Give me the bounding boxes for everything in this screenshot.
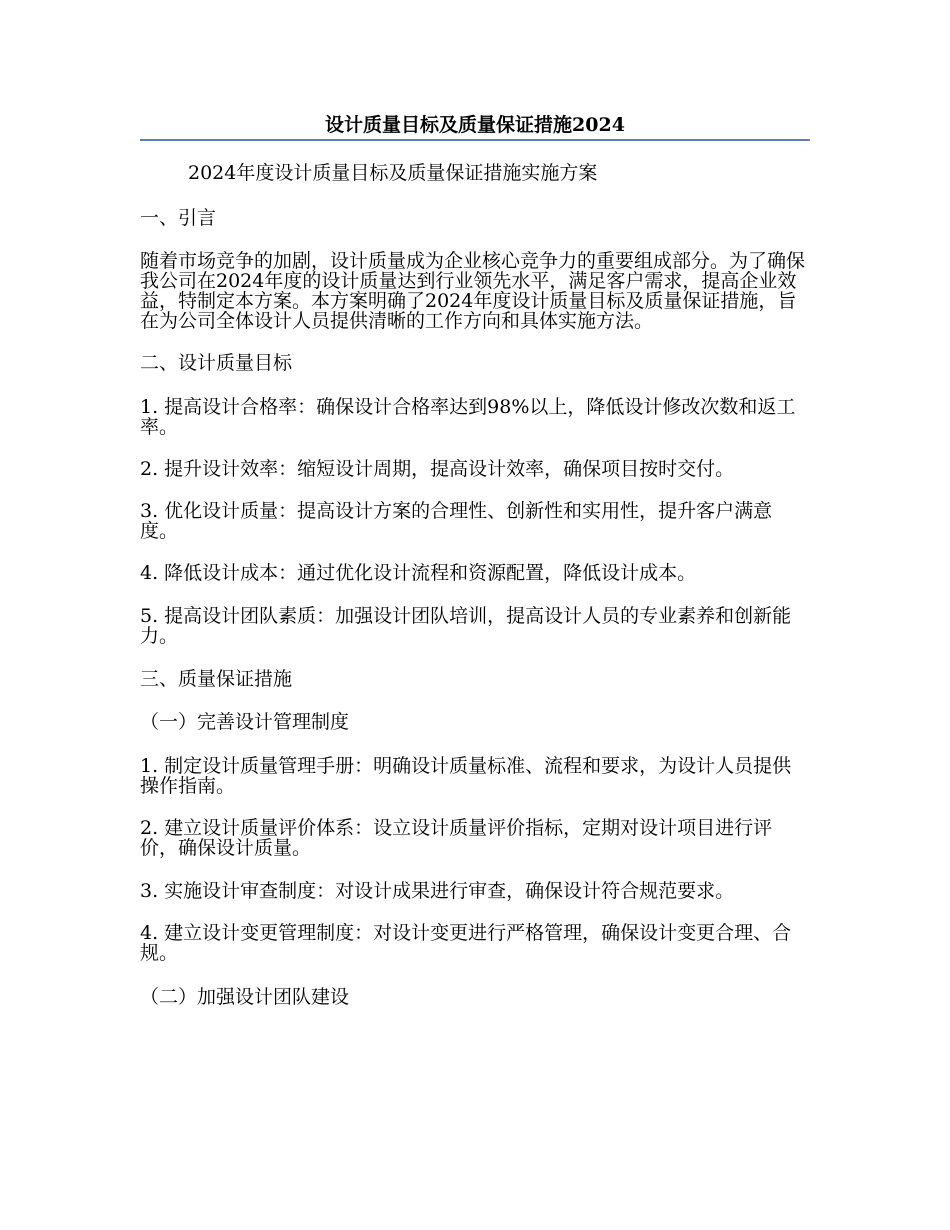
- section-heading-measures: 三、质量保证措施: [140, 668, 293, 690]
- goal-item-4: 4. 降低设计成本：通过优化设计流程和资源配置，降低设计成本。: [140, 562, 697, 584]
- goal-item-2: 2. 提升设计效率：缩短设计周期，提高设计效率，确保项目按时交付。: [140, 458, 735, 480]
- subsection-heading-2: （二）加强设计团队建设: [140, 986, 350, 1008]
- document-title: 设计质量目标及质量保证措施2024: [325, 114, 625, 136]
- paragraph-intro: 随着市场竞争的加剧，设计质量成为企业核心竞争力的重要组成部分。为了确保我公司在2024年度的设计质量达到行业领先水平，满足客户需求，提高企业效益，特制定本方案。本方案明确了2024年度设计质量目标及质量保证措施，旨在为公司全体设计人员提供清晰的工作方向和具体实施方法。: [140, 250, 806, 332]
- goal-item-5: 5. 提高设计团队素质：加强设计团队培训，提高设计人员的专业素养和创新能力。: [140, 605, 792, 647]
- measure-item-1: 1. 制定设计质量管理手册：明确设计质量标准、流程和要求，为设计人员提供操作指南。: [140, 755, 792, 797]
- goal-item-3: 3. 优化设计质量：提高设计方案的合理性、创新性和实用性，提升客户满意度。: [140, 500, 773, 542]
- document-subtitle: 2024年度设计质量目标及质量保证措施实施方案: [188, 162, 598, 184]
- measure-item-2: 2. 建立设计质量评价体系：设立设计质量评价指标，定期对设计项目进行评价，确保设计质量。: [140, 817, 773, 859]
- title-divider: [140, 139, 810, 141]
- subsection-heading-1: （一）完善设计管理制度: [140, 711, 350, 733]
- document-body: [140, 160, 810, 1007]
- section-heading-intro: 一、引言: [140, 207, 217, 229]
- measure-item-3: 3. 实施设计审查制度：对设计成果进行审查，确保设计符合规范要求。: [140, 880, 735, 902]
- measure-item-4: 4. 建立设计变更管理制度：对设计变更进行严格管理，确保设计变更合理、合规。: [140, 922, 792, 964]
- section-heading-goals: 二、设计质量目标: [140, 352, 293, 374]
- goal-item-1: 1. 提高设计合格率：确保设计合格率达到98%以上，降低设计修改次数和返工率。: [140, 396, 796, 438]
